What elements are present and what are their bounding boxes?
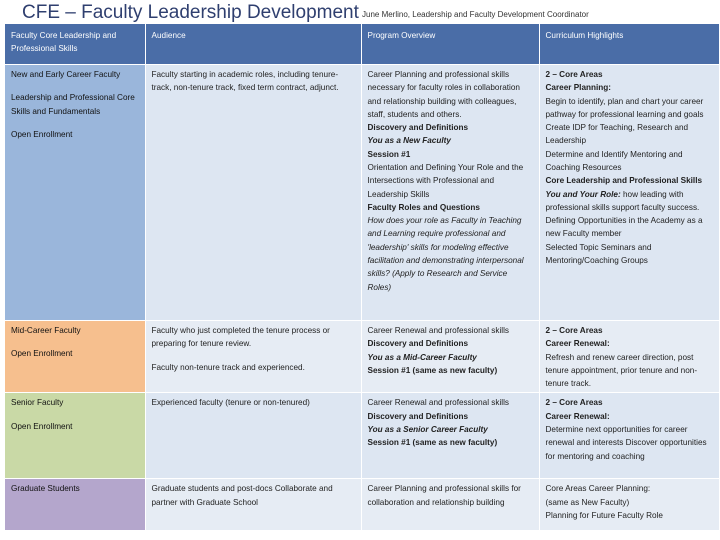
curriculum-core: Core Areas Career Planning: (545, 484, 651, 494)
curriculum-desc: Begin to identify, plan and chart your career pathway for professional learning and goals (545, 96, 704, 119)
audience-cell (145, 321, 361, 393)
overview-discovery: Discovery and Definitions (367, 123, 469, 133)
curriculum-cell (539, 479, 719, 531)
curriculum-core-leadership: Core Leadership and Professional Skills (545, 176, 703, 186)
audience-text: Faculty starting in academic roles, including tenure-track, non-tenure track, fixed term contract, adjunct. (151, 70, 339, 93)
overview-you-as: You as a Senior Career Faculty (367, 424, 488, 434)
overview-intro: Career Renewal and professional skills (367, 398, 510, 408)
table-row (5, 321, 719, 393)
column-header-audience: Audience (145, 24, 361, 65)
table-header-row (5, 24, 719, 65)
overview-roles-questions: Faculty Roles and Questions (367, 202, 480, 212)
row-label-cell (5, 65, 145, 321)
enrollment-label: Open Enrollment (11, 421, 73, 431)
curriculum-area: Career Renewal: (545, 411, 610, 421)
table-row (5, 65, 719, 321)
curriculum-planning: Planning for Future Faculty Role (545, 510, 663, 520)
row-label-cell (5, 321, 145, 393)
overview-session: Session #1 (same as new faculty) (367, 438, 498, 448)
curriculum-core: 2 – Core Areas (545, 70, 603, 79)
row-label: Graduate Students (11, 484, 80, 494)
table-row (5, 479, 719, 531)
audience-text-2: Faculty non-tenure track and experienced. (151, 362, 305, 372)
audience-text: Experienced faculty (tenure or non-tenured) (151, 398, 310, 408)
column-header-skills: Faculty Core Leadership and Professional Skills (5, 24, 145, 65)
audience-text: Graduate students and post-docs Collaborate and partner with Graduate School (151, 484, 333, 507)
enrollment-label: Open Enrollment (11, 349, 73, 359)
curriculum-idp: Create IDP for Teaching, Research and Leadership (545, 123, 689, 146)
page-subtitle: June Merlino, Leadership and Faculty Development Coordinator (362, 10, 589, 19)
curriculum-core: 2 – Core Areas (545, 326, 603, 335)
row-label-cell (5, 393, 145, 479)
curriculum-desc: Determine next opportunities for career renewal and interests Discover opportunities for mentoring and coaching (545, 424, 707, 461)
curriculum-mentoring: Determine and Identify Mentoring and Coaching Resources (545, 149, 683, 172)
your-role-text: how leading with professional skills support faculty success. Defining Opportunities in the Academy as a new Faculty member (545, 189, 703, 239)
page-title: CFE – Faculty Leadership Development (22, 2, 359, 23)
column-header-overview: Program Overview (361, 24, 539, 65)
overview-you-as: You as a New Faculty (367, 136, 451, 146)
overview-intro: Career Planning and professional skills for collaboration and relationship building (367, 484, 521, 507)
overview-discovery: Discovery and Definitions (367, 411, 469, 421)
row-label-cell (5, 479, 145, 531)
table-row (5, 393, 719, 479)
curriculum-selected: Selected Topic Seminars and Mentoring/Coaching Groups (545, 242, 652, 265)
overview-session: Session #1 (367, 149, 411, 159)
curriculum-cell (539, 321, 719, 393)
overview-you-as: You as a Mid-Career Faculty (367, 352, 477, 362)
curriculum-your-role (546, 188, 713, 241)
row-label: Mid-Career Faculty (11, 326, 81, 335)
audience-cell (145, 65, 361, 321)
overview-cell (361, 321, 539, 393)
curriculum-area: Career Planning: (545, 83, 612, 93)
enrollment-label: Open Enrollment (11, 129, 73, 139)
row-label: Senior Faculty (11, 398, 64, 408)
audience-cell (145, 393, 361, 479)
audience-text: Faculty who just completed the tenure process or preparing for tenure review. (151, 326, 330, 349)
curriculum-cell (539, 393, 719, 479)
overview-cell (361, 65, 539, 321)
row-sublabel: Leadership and Professional Core Skills and Fundamentals (11, 93, 135, 116)
overview-cell (361, 393, 539, 479)
curriculum-core: 2 – Core Areas (545, 398, 603, 408)
overview-session-desc: Orientation and Defining Your Role and the Intersections with Professional and Leadership Skills (367, 162, 524, 199)
overview-discovery: Discovery and Definitions (367, 339, 469, 349)
overview-session: Session #1 (same as new faculty) (367, 365, 498, 375)
audience-cell (145, 479, 361, 531)
overview-intro: Career Renewal and professional skills (367, 326, 510, 335)
overview-question: How does your role as Faculty in Teaching and Learning require professional and 'leadership' skills for modeling effective facilitation and demonstrating interpersonal skills? (Apply to Research and Service Roles) (367, 216, 524, 292)
curriculum-cell (539, 65, 719, 321)
your-role-label: You and Your Role: (545, 189, 621, 199)
overview-cell (361, 479, 539, 531)
column-header-curriculum: Curriculum Highlights (539, 24, 719, 65)
curriculum-area: Career Renewal: (545, 339, 610, 349)
curriculum-desc: (same as New Faculty) (545, 497, 630, 507)
curriculum-desc: Refresh and renew career direction, post tenure appointment, prior tenure and non-tenure track. (545, 352, 698, 389)
overview-intro: Career Planning and professional skills necessary for faculty roles in collaboration and relationship building with colleagues, staff, students and others. (367, 70, 520, 119)
program-table (5, 24, 720, 531)
row-label: New and Early Career Faculty (11, 70, 121, 79)
